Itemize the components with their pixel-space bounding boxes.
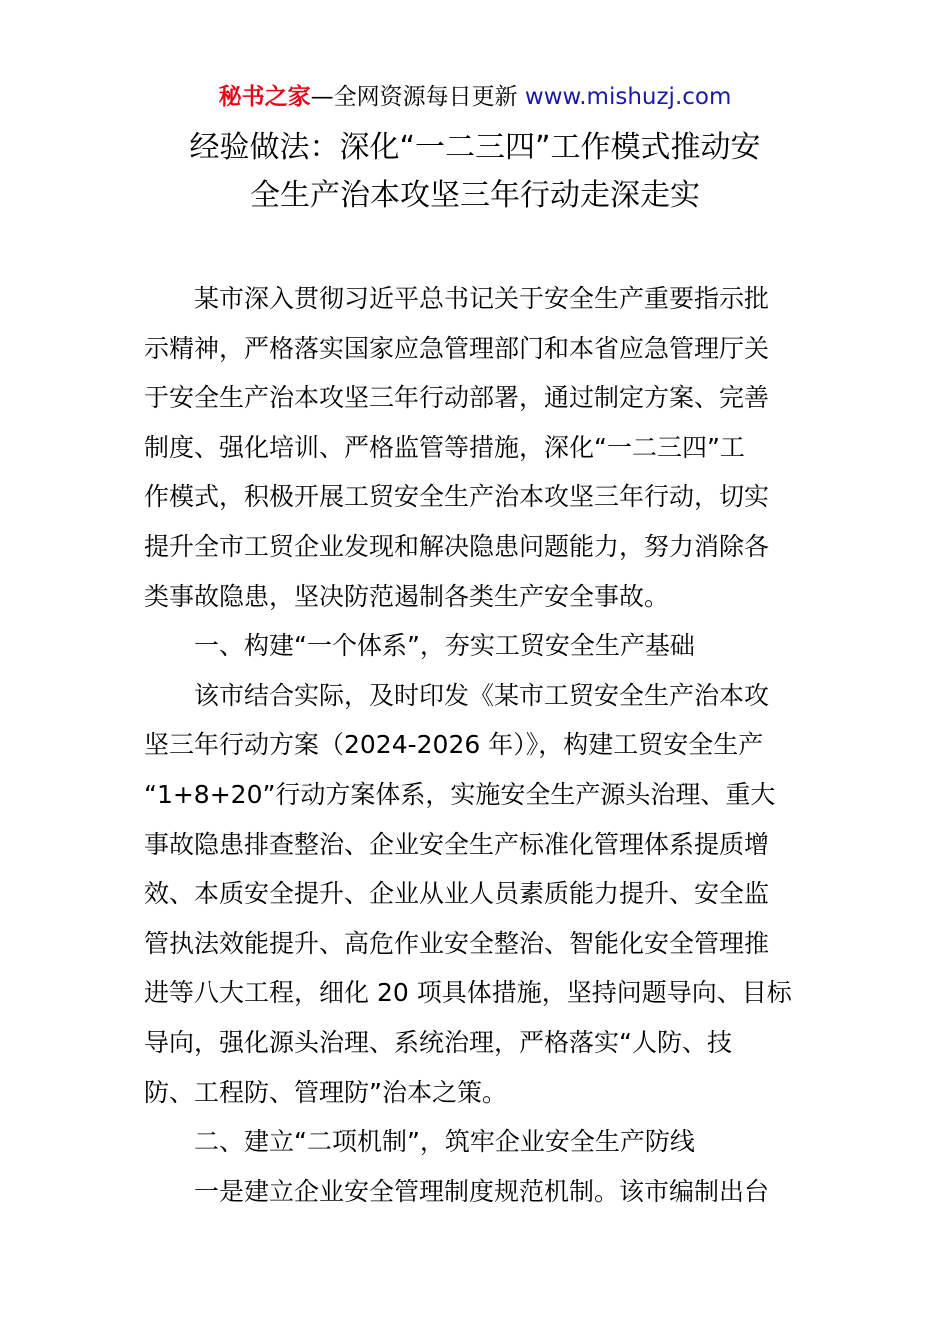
site-tagline: —全网资源每日更新: [310, 84, 525, 110]
paragraph-section-1-line: 坚三年行动方案（2024-2026 年）》，构建工贸安全生产: [144, 730, 764, 760]
paragraph-section-1-line: “1+8+20”行动方案体系，实施安全生产源头治理、重大: [144, 779, 776, 809]
section-heading-2: 二、建立“二项机制”，筑牢企业安全生产防线: [194, 1127, 695, 1157]
document-body: [144, 274, 809, 1216]
paragraph-intro-line: 类事故隐患，坚决防范遏制各类生产安全事故。: [144, 581, 670, 611]
paragraph-section-1-line: 管执法效能提升、高危作业安全整治、智能化安全管理推: [144, 928, 770, 958]
paragraph-intro-line: 提升全市工贸企业发现和解决隐患问题能力，努力消除各: [144, 531, 770, 561]
paragraph-section-1-line: 事故隐患排查整治、企业安全生产标准化管理体系提质增: [144, 829, 770, 859]
paragraph-section-1-line: 该市结合实际，及时印发《某市工贸安全生产治本攻: [194, 680, 770, 710]
document-title: [110, 124, 840, 220]
paragraph-intro-line: 作模式，积极开展工贸安全生产治本攻坚三年行动，切实: [144, 482, 770, 512]
site-name: 秘书之家: [218, 84, 311, 110]
paragraph-intro-line: 示精神，严格落实国家应急管理部门和本省应急管理厅关: [144, 333, 770, 363]
title-line-1: 经验做法：深化“一二三四”工作模式推动安: [189, 130, 761, 165]
site-url[interactable]: www.mishuzj.com: [524, 84, 732, 110]
section-heading-1: 一、构建“一个体系”，夯实工贸安全生产基础: [194, 631, 695, 661]
paragraph-section-1-line: 防、工程防、管理防”治本之策。: [144, 1077, 507, 1107]
title-line-2: 全生产治本攻坚三年行动走深走实: [250, 178, 700, 213]
site-header: [0, 80, 950, 114]
paragraph-section-1-line: 导向，强化源头治理、系统治理，严格落实“人防、技: [144, 1027, 732, 1057]
paragraph-intro-line: 某市深入贯彻习近平总书记关于安全生产重要指示批: [194, 284, 770, 313]
paragraph-section-1-line: 效、本质安全提升、企业从业人员素质能力提升、安全监: [144, 879, 770, 909]
paragraph-section-1-line: 进等八大工程，细化 20 项具体措施，坚持问题导向、目标: [144, 978, 792, 1008]
paragraph-intro-line: 于安全生产治本攻坚三年行动部署，通过制定方案、完善: [144, 383, 770, 413]
paragraph-intro-line: 制度、强化培训、严格监管等措施，深化“一二三四”工: [144, 432, 745, 462]
paragraph-section-2-line: 一是建立企业安全管理制度规范机制。该市编制出台: [194, 1176, 770, 1206]
